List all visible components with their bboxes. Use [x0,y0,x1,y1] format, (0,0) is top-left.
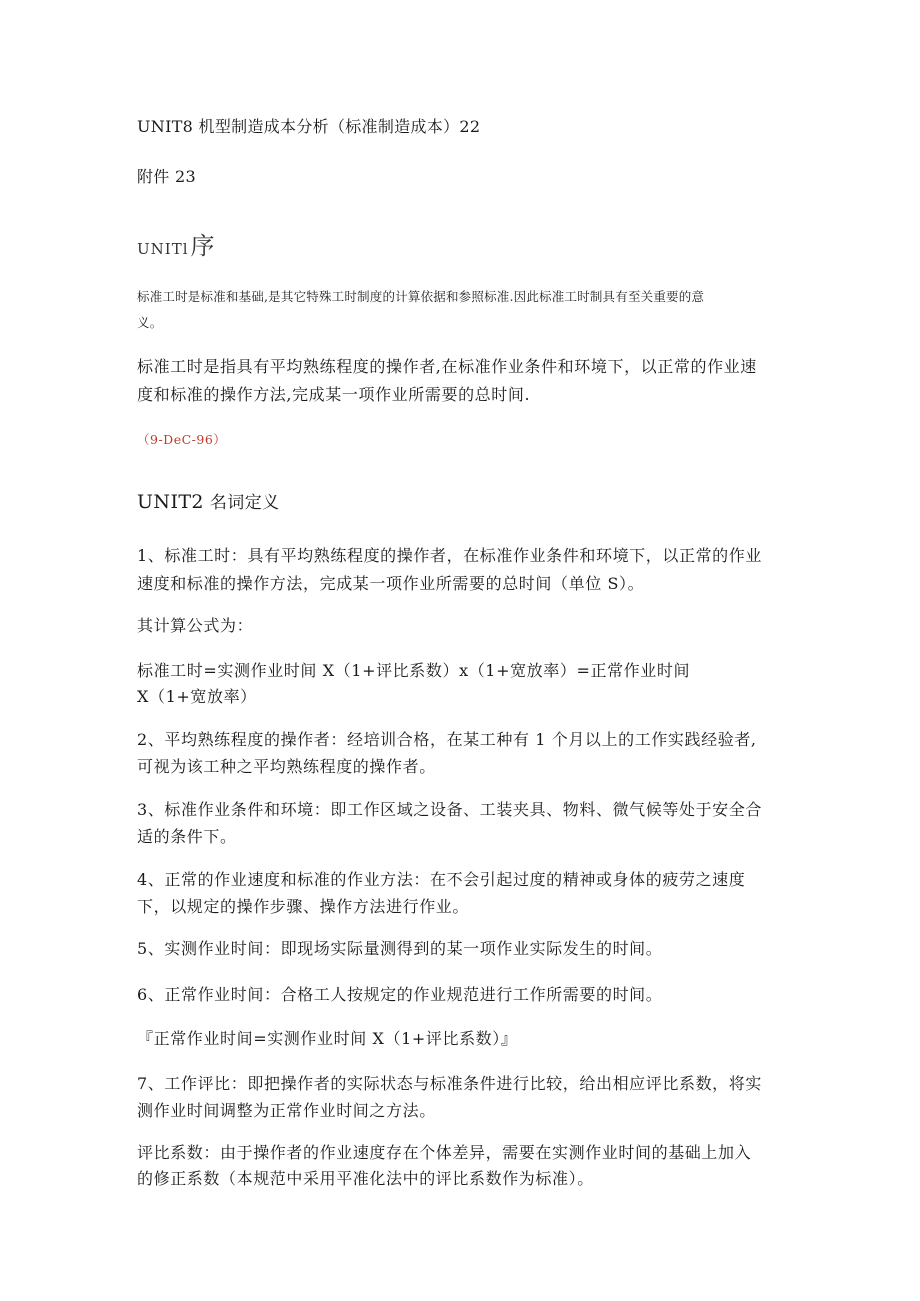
definition-item-7-line1: 7、工作评比：即把操作者的实际状态与标准条件进行比较，给出相应评比系数，将实 [137,1074,762,1093]
formula-line1: 标准工时=实测作业时间 X（1+评比系数）x（1+宽放率）=正常作业时间 [137,661,691,680]
formula-line2: X（1+宽放率） [137,687,257,706]
rating-coefficient-line1: 评比系数：由于操作者的作业速度存在个体差异，需要在实测作业时间的基础上加入 [137,1143,752,1162]
definition-item-1-line2: 速度和标准的操作方法，完成某一项作业所需要的总时间（单位 S）。 [137,574,645,593]
unit1-definition-line1: 标准工时是指具有平均熟练程度的操作者,在标准作业条件和环境下，以正常的作业速 [137,357,757,376]
definition-item-3-line2: 适的条件下。 [137,827,237,846]
unit1-intro-line2: 义。 [137,315,163,330]
toc-entry-appendix: 附件 23 [137,167,196,186]
revision-date: （9-DeC-96） [137,432,227,447]
formula-intro: 其计算公式为： [137,616,254,635]
unit2-heading-prefix: UNIT2 [137,491,204,513]
definition-item-4-line1: 4、正常的作业速度和标准的作业方法：在不会引起过度的精神或身体的疲劳之速度 [137,870,746,889]
normal-time-formula: 『正常作业时间=实测作业时间 X（1+评比系数）』 [137,1029,518,1048]
unit1-intro-line1: 标准工时是标准和基础,是其它特殊工时制度的计算依据和参照标准.因此标准工时制具有至关重要的意 [137,289,705,304]
definition-item-1-line1: 1、标准工时：具有平均熟练程度的操作者，在标准作业条件和环境下，以正常的作业 [137,546,762,565]
unit2-heading-title: 名词定义 [209,493,280,513]
definition-item-3-line1: 3、标准作业条件和环境：即工作区域之设备、工装夹具、物料、微气候等处于安全合 [137,800,762,819]
unit1-definition-line2: 度和标准的操作方法,完成某一项作业所需要的总时间. [137,385,531,404]
definition-item-2-line2: 可视为该工种之平均熟练程度的操作者。 [137,757,436,776]
definition-item-7-line2: 测作业时间调整为正常作业时间之方法。 [137,1101,436,1120]
unit1-heading-title: 序 [190,232,215,260]
definition-item-6: 6、正常作业时间：合格工人按规定的作业规范进行工作所需要的时间。 [137,985,663,1004]
definition-item-4-line2: 下，以规定的操作步骤、操作方法进行作业。 [137,897,470,916]
definition-item-5: 5、实测作业时间：即现场实际量测得到的某一项作业实际发生的时间。 [137,939,663,958]
definition-item-2-line1: 2、平均熟练程度的操作者：经培训合格，在某工种有 1 个月以上的工作实践经验者, [137,730,757,749]
unit2-heading [137,488,280,513]
toc-entry-unit8: UNIT8 机型制造成本分析（标准制造成本）22 [137,117,481,136]
unit1-heading [137,226,215,261]
rating-coefficient-line2: 的修正系数（本规范中采用平准化法中的评比系数作为标准）。 [137,1169,594,1188]
unit1-heading-prefix: UNITl [137,240,189,258]
